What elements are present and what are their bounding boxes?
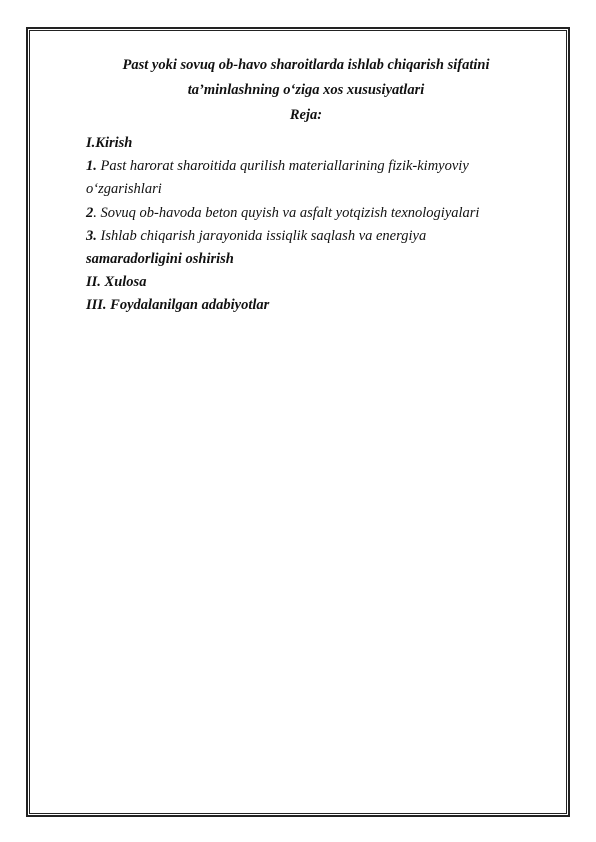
document-content bbox=[86, 53, 526, 318]
outline-item-3-text-line-1: Ishlab chiqarish jarayonida issiqlik saqlash va energiya bbox=[96, 227, 427, 244]
outline-item-intro: I.Kirish bbox=[86, 135, 133, 151]
outline-item-2-text: . Sovuq ob-havoda beton quyish va asfalt yotqizish texnologiyalari bbox=[93, 204, 480, 221]
outline-item-3-number: 3. bbox=[86, 227, 97, 244]
outline-item-conclusion: II. Xulosa bbox=[86, 274, 147, 291]
outline-item-1-continuation: o‘zgarishlari bbox=[86, 181, 162, 198]
plan-heading: Reja: bbox=[289, 107, 323, 123]
outline-item-1 bbox=[86, 155, 526, 178]
title-line-1: Past yoki sovuq ob-havo sharoitlarda ishlab chiqarish sifatini bbox=[122, 57, 490, 73]
outline-item-3 bbox=[86, 225, 526, 248]
outline-item-1-text-line-1: Past harorat sharoitida qurilish materiallarining fizik-kimyoviy bbox=[96, 158, 469, 175]
title-line-2: ta’minlashning o‘ziga xos xususiyatlari bbox=[187, 82, 425, 98]
outline-item-2 bbox=[86, 202, 526, 225]
outline-item-1-number: 1. bbox=[86, 158, 97, 175]
document-title bbox=[86, 53, 526, 103]
outline-item-2-number: 2 bbox=[86, 204, 94, 221]
plan-outline bbox=[86, 132, 526, 318]
outline-item-references: III. Foydalanilgan adabiyotlar bbox=[86, 297, 270, 314]
outline-item-3-continuation: samaradorligini oshirish bbox=[86, 251, 234, 268]
